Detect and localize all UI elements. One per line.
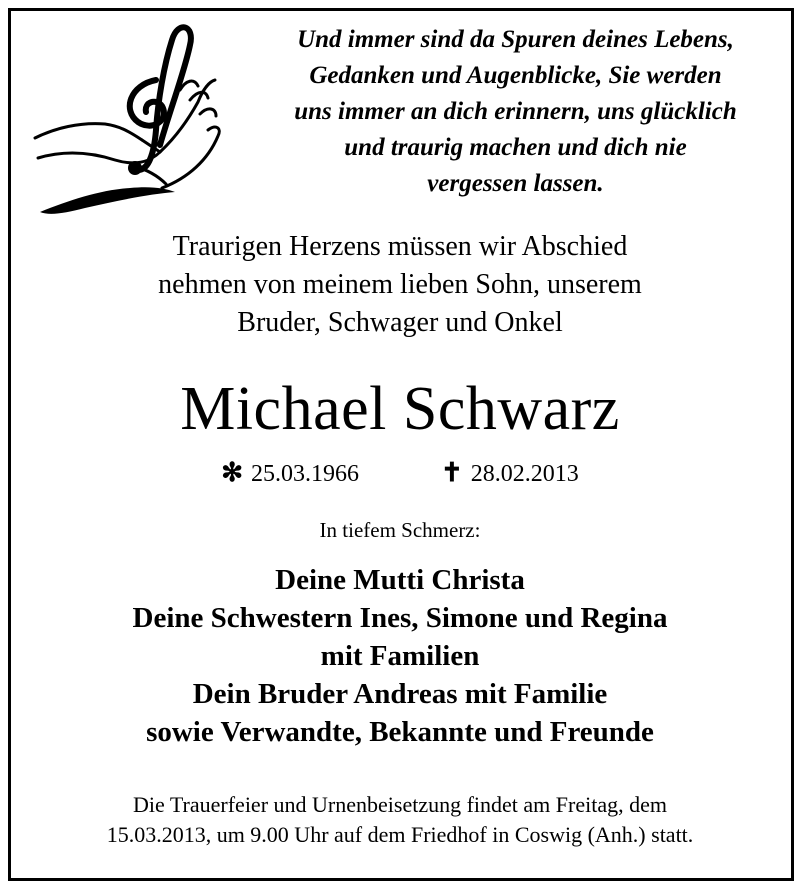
service-line: 15.03.2013, um 9.00 Uhr auf dem Friedhof in Coswig (Anh.) statt.	[106, 822, 694, 847]
motto-line: Gedanken und Augenblicke, Sie werden	[309, 62, 722, 89]
death-cross-icon: ✝	[441, 458, 463, 487]
motto-verse	[243, 22, 788, 202]
intro-text	[0, 228, 800, 342]
motto-line: uns immer an dich erinnern, uns glücklich	[294, 98, 737, 125]
intro-line: Bruder, Schwager und Onkel	[237, 307, 563, 338]
mourner-line: sowie Verwandte, Bekannte und Freunde	[146, 716, 654, 748]
death-date: 28.02.2013	[470, 461, 579, 487]
intro-line: Traurigen Herzens müssen wir Abschied	[172, 231, 628, 262]
death-date-item	[441, 458, 579, 489]
service-line: Die Trauerfeier und Urnenbeisetzung findet am Freitag, dem	[133, 792, 667, 817]
treble-clef-in-hands-icon	[30, 20, 230, 215]
mourner-line: Deine Mutti Christa	[275, 564, 525, 596]
life-dates	[0, 458, 800, 489]
birth-star-icon: ✻	[221, 458, 243, 487]
service-info	[0, 790, 800, 850]
intro-line: nehmen von meinem lieben Sohn, unserem	[158, 269, 642, 300]
birth-date: 25.03.1966	[251, 461, 359, 487]
mourners-list	[0, 561, 800, 751]
mourner-line: mit Familien	[320, 640, 480, 672]
birth-date-item	[221, 458, 359, 489]
mourner-line: Deine Schwestern Ines, Simone und Regina	[132, 602, 668, 634]
motto-line: Und immer sind da Spuren deines Lebens,	[297, 26, 734, 53]
motto-line: und traurig machen und dich nie	[344, 134, 687, 161]
mourner-line: Dein Bruder Andreas mit Familie	[192, 678, 608, 710]
motto-line: vergessen lassen.	[427, 170, 604, 197]
grief-line: In tiefem Schmerz:	[319, 518, 481, 542]
deceased-name: Michael Schwarz	[180, 375, 620, 443]
